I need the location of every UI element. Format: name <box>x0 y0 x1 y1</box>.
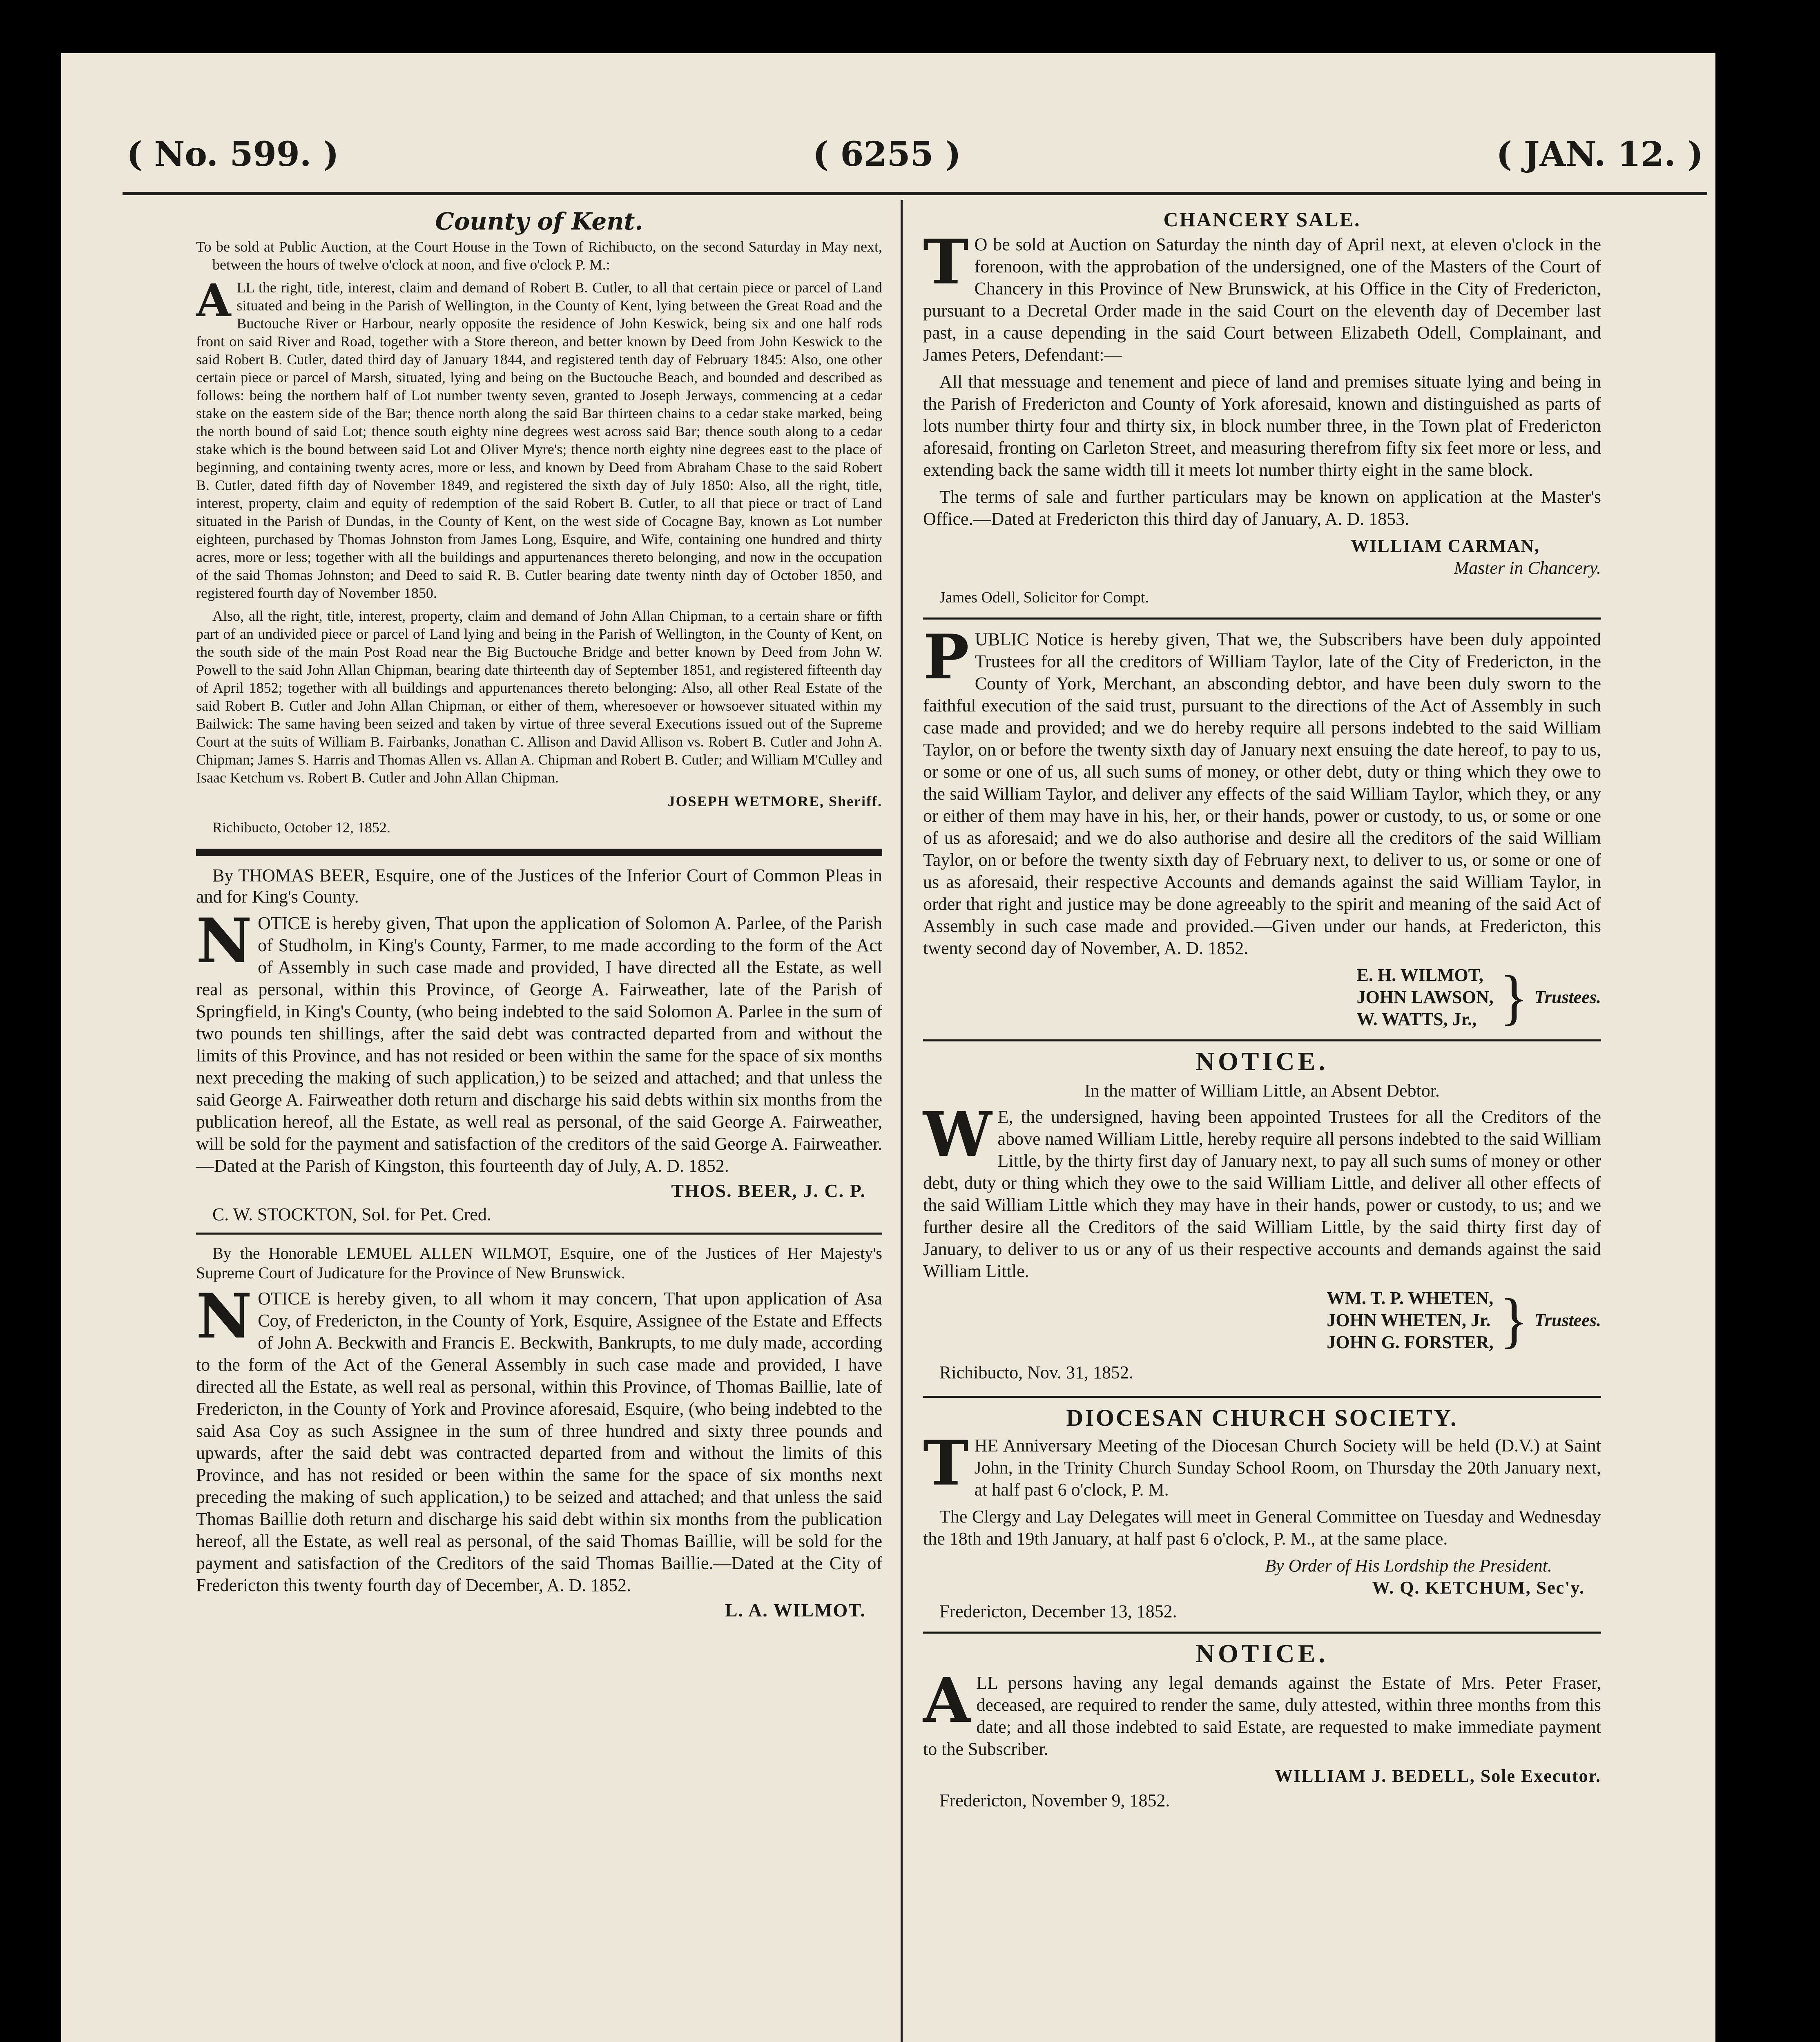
little-trustee-2: JOHN WHETEN, Jr. <box>1327 1310 1491 1330</box>
wilmot-signature: L. A. WILMOT. <box>725 1600 866 1621</box>
taylor-body: UBLIC Notice is hereby given, That we, the Subscribers have been duly appointed Trustees for all the creditors of William Taylor, late of the City of Fredericton, in the County of York, Merchant, an absconding debtor, and have been duly sworn to the faithful execution of the said trust, pursuant to the directions of the Act of Assembly in such case made and provided; and we do hereby require all persons indebted to the said William Taylor, on or before the twenty sixth day of January next ensuing the date hereof, to pay to us, or some or one of us, all such sums of money, or other debt, duty or thing which they owe to the said William Taylor, and deliver any effects of the said William Taylor, which they, or any or either of them may have in his, her, or their hands, power or custody, to us, or some or one of us as aforesaid; and we do also authorise and desire all the creditors of the said William Taylor, on or before the twenty sixth day of February next, to deliver to us, or some or one of us as aforesaid, their respective Accounts and demands against the said William Taylor, in order that right and justice may be done agreeably to the spirit and meaning of the said Act of Assembly in such case made and provided.—Given under our hands, at Fredericton, this twenty second day of November, A. D. 1852. <box>923 629 1601 958</box>
little-trustees-label: Trustees. <box>1534 1310 1601 1330</box>
fraser-signature: WILLIAM J. BEDELL, Sole Executor. <box>1274 1766 1601 1786</box>
beer-dropcap: N <box>196 905 252 977</box>
column-divider <box>901 200 903 2042</box>
beer-body: OTICE is hereby given, That upon the application of Solomon A. Parlee, of the Parish of Studholm, in King's County, Farmer, to me made according to the form of the Act of Assembly in such case made and provided, I have directed all the Estate, as well real as personal, within this Province, of George A. Fairweather, late of the Parish of Springfield, in King's County, (who being indebted to the said Solomon A. Parlee in the sum of two pounds ten shillings, after the said debt was contracted departed from and without the limits of this Province, and has not resided or been within the same for the space of six months next preceding the making of such application,) to be seized and attached; and that unless the said George A. Fairweather doth return and discharge his said debts within six months from the publication hereof, all the Estate, as well real as personal, of the said George A. Fairweather, will be sold for the payment and satisfaction of the creditors of the said George A. Fairweather.—Dated at the Parish of Kingston, this fourteenth day of July, A. D. 1852. <box>196 913 882 1176</box>
issue-number: ( No. 599. ) <box>127 135 339 174</box>
wilmot-dropcap: N <box>196 1280 252 1352</box>
fraser-heading: NOTICE. <box>1195 1639 1329 1668</box>
little-trustee-3: JOHN G. FORSTER, <box>1327 1332 1494 1352</box>
diocesan-p1-text: HE Anniversary Meeting of the Diocesan Church Society will be held (D.V.) at Saint John, in the Trinity Church Sunday School Room, on Thursday the 20th January next, at half past 6 o'clock, P. M. <box>974 1436 1601 1500</box>
little-trustees <box>923 1287 1601 1353</box>
beer-signature: THOS. BEER, J. C. P. <box>671 1180 866 1201</box>
chancery-paragraph-1 <box>923 226 1601 366</box>
left-column-top <box>196 208 882 1619</box>
masthead-rule <box>123 192 1707 195</box>
fraser-dateline: Fredericton, November 9, 1852. <box>939 1790 1170 1810</box>
page-number: ( 6255 ) <box>813 135 961 174</box>
rule-after-chancery <box>923 618 1601 620</box>
chancery-title: Master in Chancery. <box>1454 558 1601 578</box>
little-brace-icon: } <box>1499 1286 1529 1354</box>
beer-intro: By THOMAS BEER, Esquire, one of the Justices of the Inferior Court of Common Pleas in and for King's County. <box>196 865 882 907</box>
diocesan-dateline: Fredericton, December 13, 1852. <box>939 1601 1177 1621</box>
diocesan-dropcap: T <box>923 1427 969 1499</box>
fraser-dropcap: A <box>923 1665 971 1737</box>
county-signature: JOSEPH WETMORE, Sheriff. <box>667 793 882 809</box>
county-heading: County of Kent. <box>435 207 643 235</box>
taylor-trustee-3: W. WATTS, Jr., <box>1356 1009 1477 1029</box>
fraser-body: LL persons having any legal demands against the Estate of Mrs. Peter Fraser, deceased, are required to render the same, duly attested, within three months from this date; and all those indebted to said Estate, are requested to make immediate payment to the Subscriber. <box>923 1673 1601 1759</box>
wilmot-intro: By the Honorable LEMUEL ALLEN WILMOT, Esquire, one of the Justices of Her Majesty's Supreme Court of Judicature for the Province of New Brunswick. <box>196 1244 882 1282</box>
diocesan-signature: W. Q. KETCHUM, Sec'y. <box>1372 1578 1585 1598</box>
wilmot-notice <box>196 1280 882 1596</box>
diocesan-order: By Order of His Lordship the President. <box>1265 1556 1552 1576</box>
taylor-dropcap: P <box>923 621 969 693</box>
county-p1-text: LL the right, title, interest, claim and demand of Robert B. Cutler, to all that certain piece or parcel of Land situated and being in the Parish of Wellington, in the County of Kent, lying between the Great Road and the Buctouche River or Harbour, nearly opposite the residence of John Keswick, being six and one half rods front on said River and Road, together with a Store thereon, and better known by Deed from John Keswick to the said Robert B. Cutler, dated third day of January 1844, and registered tenth day of February 1845: Also, one other certain piece or parcel of Marsh, situated, lying and being on the Buctouche Beach, and bounded and described as follows: being the northern half of Lot number twenty seven, granted to Joseph Jerways, commencing at a cedar stake on the eastern side of the Bar; thence north along the said Bar thirteen chains to a cedar stake marked, being the north bound of said Lot; thence south eighty nine degrees west across said Bar; thence south along to a cedar stake which is the bound between said Lot and Oliver Myre's; thence north eighty nine degrees east to the place of beginning, and containing twenty acres, more or less, and known by Deed from Abraham Chase to the said Robert B. Cutler, dated fifth day of November 1849, and registered the sixth day of July 1850: Also, all the right, title, interest, property, claim and equity of redemption of the said Robert B. Cutler, to all that piece or tract of Land situated in the Parish of Dundas, in the County of Kent, on the west side of Cocagne Bay, known as Lot number eighteen, purchased by Thomas Johnston from James Long, Esquire, and Wife, containing one hundred and thirty acres, more or less; together with all the buildings and appurtenances thereto belonging, and now in the occupation of the said Thomas Johnston; and Deed to said R. B. Cutler bearing date twenty ninth day of October 1850, and registered fourth day of November 1850. <box>196 279 882 601</box>
county-paragraph-1 <box>196 274 882 602</box>
taylor-brace-icon: } <box>1499 963 1529 1031</box>
county-intro: To be sold at Public Auction, at the Court House in the Town of Richibucto, on the second Saturday in May next, between the hours of twelve o'clock at noon, and five o'clock P. M.: <box>196 239 882 273</box>
taylor-trustees-label: Trustees. <box>1534 987 1601 1007</box>
taylor-trustees <box>923 964 1601 1030</box>
right-column <box>923 208 1601 1812</box>
rule-after-county <box>196 849 882 856</box>
diocesan-paragraph-1 <box>923 1427 1601 1501</box>
chancery-p1-text: O be sold at Auction on Saturday the ninth day of April next, at eleven o'clock in the forenoon, with the approbation of the undersigned, one of the Masters of the Court of Chancery in this Province of New Brunswick, at his Office in the City of Fredericton, pursuant to a Decretal Order made in the said Court on the eleventh day of December last past, in a cause depending in the said Court between Elizabeth Odell, Complainant, and James Peters, Defendant:— <box>923 234 1601 365</box>
beer-notice <box>196 905 882 1177</box>
little-notice <box>923 1099 1601 1282</box>
taylor-trustee-1: E. H. WILMOT, <box>1356 965 1483 985</box>
chancery-signature: WILLIAM CARMAN, <box>1351 536 1540 556</box>
little-heading: NOTICE. <box>1195 1047 1329 1076</box>
masthead <box>127 135 1703 184</box>
chancery-heading: CHANCERY SALE. <box>1163 208 1361 231</box>
county-dropcap: A <box>196 274 231 327</box>
wilmot-body: OTICE is hereby given, to all whom it may concern, That upon application of Asa Coy, of Fredericton, in the County of York, Esquire, Assignee of the Estate and Effects of John A. Beckwith and Francis E. Beckwith, Bankrupts, to me duly made, according to the form of the Act of the General Assembly in such case made and provided, I have directed all the Estate, as well real as personal, within this Province, of Thomas Baillie, late of Fredericton, in the County of York and Province aforesaid, Esquire, (who being indebted to the said Asa Coy as such Assignee in the sum of three hundred and sixty three pounds and upwards, after the said debt was contracted departed from and without the limits of this Province, and has not resided or been within the same for the space of six months next preceding the making of such application,) to be seized and attached; and that unless the said Thomas Baillie doth return and discharge his said debt within six months from the publication hereof, all the Estate, as well real as personal, of the said Thomas Baillie, will be sold for the payment and satisfaction of the Creditors of the said Thomas Baillie.—Dated at the City of Fredericton this twenty fourth day of December, A. D. 1852. <box>196 1289 882 1595</box>
chancery-paragraph-2: All that messuage and tenement and piece of land and premises situate lying and being in the Parish of Fredericton and County of York aforesaid, known and distinguished as parts of lots number thirty four and thirty six, in block number three, in the Town plat of Fredericton aforesaid, fronting on Carleton Street, and measuring therefrom fifty six feet more or less, and extending back the same width till it meets lot number thirty eight in the same block. <box>923 372 1601 480</box>
chancery-solicitor: James Odell, Solicitor for Compt. <box>939 589 1149 606</box>
fraser-notice <box>923 1665 1601 1760</box>
little-dateline: Richibucto, Nov. 31, 1852. <box>939 1362 1133 1382</box>
diocesan-heading: DIOCESAN CHURCH SOCIETY. <box>1066 1404 1458 1431</box>
little-dropcap: W <box>923 1099 992 1170</box>
rule-after-little <box>923 1396 1601 1398</box>
rule-after-diocesan <box>923 1632 1601 1634</box>
rule-after-taylor <box>923 1039 1601 1041</box>
chancery-paragraph-3: The terms of sale and further particulars may be known on application at the Master's Office.—Dated at Fredericton this third day of January, A. D. 1853. <box>923 487 1601 529</box>
taylor-notice <box>923 621 1601 959</box>
taylor-trustee-2: JOHN LAWSON, <box>1356 987 1494 1007</box>
diocesan-paragraph-2: The Clergy and Lay Delegates will meet in General Committee on Tuesday and Wednesday the 18th and 19th January, at half past 6 o'clock, P. M., at the same place. <box>923 1507 1601 1549</box>
issue-date: ( JAN. 12. ) <box>1496 135 1703 174</box>
chancery-dropcap: T <box>923 226 969 298</box>
little-body: E, the undersigned, having been appointed Trustees for all the Creditors of the above named William Little, hereby require all persons indebted to the said William Little, by the thirty first day of January next, to pay all such sums of money or other debt, duty or thing which they owe to the said William Little, and deliver all other effects of the said William Little which they may have in their hands, power or custody, to us; and we further desire all the Creditors of the said William Little, by the said thirty first day of January, to deliver to us or any of us their respective accounts and demands against the said William Little. <box>923 1107 1601 1281</box>
little-subheading: In the matter of William Little, an Absent Debtor. <box>1084 1081 1440 1101</box>
county-dateline: Richibucto, October 12, 1852. <box>212 819 390 836</box>
county-paragraph-2: Also, all the right, title, interest, property, claim and demand of John Allan Chipman, to a certain share or fifth part of an undivided piece or parcel of Land lying and being in the Parish of Wellington, in the County of Kent, on the south side of the main Post Road near the Big Buctouche Bridge and better known by Deed from John W. Powell to the said John Allan Chipman, bearing date thirteenth day of September 1851, and registered fifteenth day of April 1852; together with all buildings and appurtenances thereto belonging: Also, all other Real Estate of the said Robert B. Cutler and John Allan Chipman, or either of them, wheresoever or howsoever situated within my Bailwick: The same having been seized and taken by virtue of three several Executions issued out of the Supreme Court at the suits of William B. Fairbanks, Jonathan C. Allison and David Allison vs. Robert B. Cutler and John A. Chipman; James S. Harris and Thomas Allen vs. Allan A. Chipman and Robert B. Cutler; and William M'Culley and Isaac Ketchum vs. Robert B. Cutler and John Allan Chipman. <box>196 608 882 786</box>
beer-solicitor: C. W. STOCKTON, Sol. for Pet. Cred. <box>212 1204 491 1224</box>
rule-after-beer <box>196 1233 882 1235</box>
little-trustee-1: WM. T. P. WHETEN, <box>1327 1288 1494 1308</box>
